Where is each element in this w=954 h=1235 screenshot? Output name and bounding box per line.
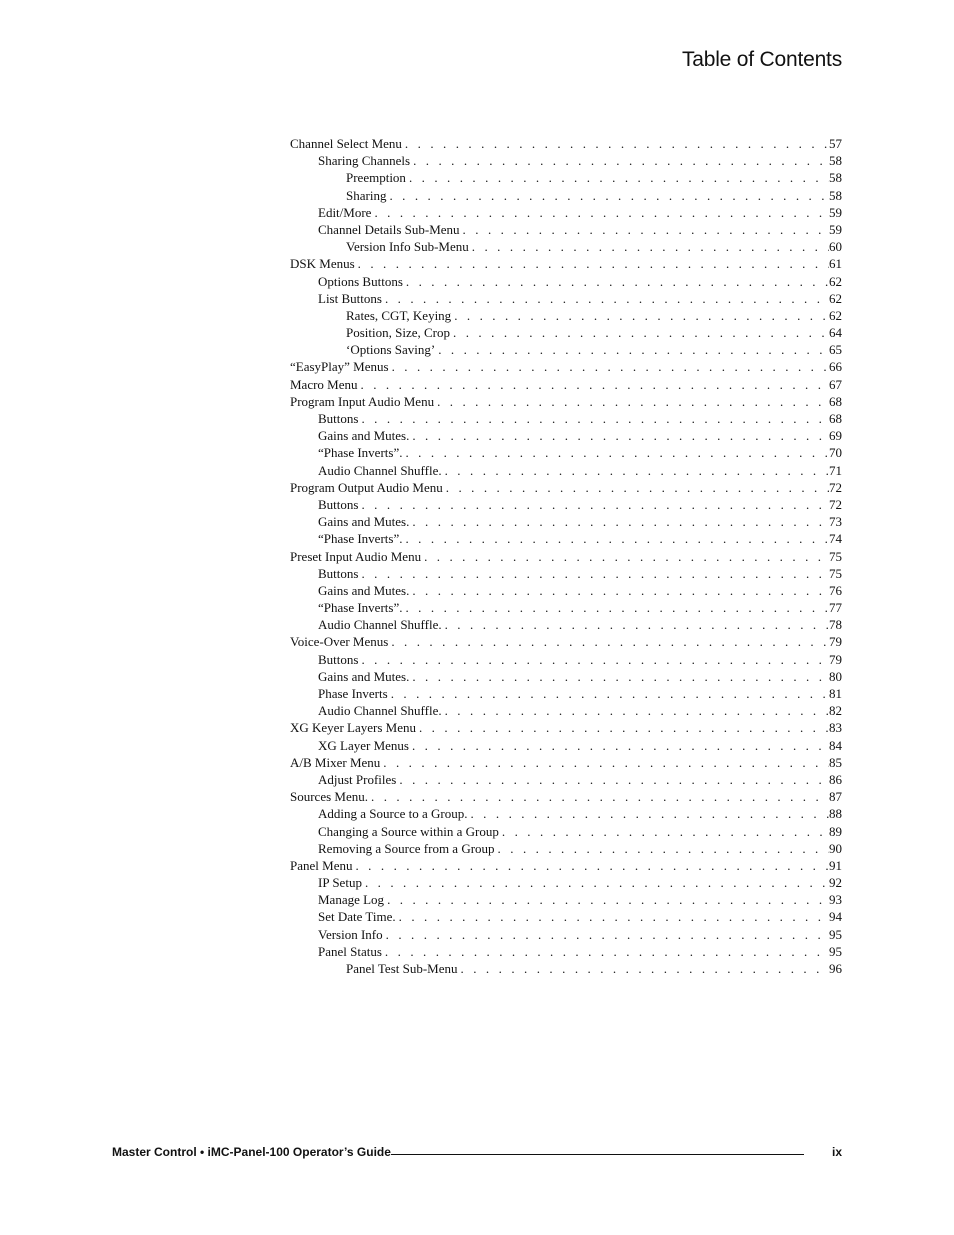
toc-entry[interactable]: [290, 823, 842, 840]
toc-entry-title: Gains and Mutes.: [318, 514, 410, 530]
toc-entry-page-number: 57: [829, 136, 842, 151]
toc-entry[interactable]: [290, 685, 842, 702]
toc-entry-page-number: 75: [829, 548, 842, 564]
toc-dot-leader: [409, 737, 829, 754]
toc-dot-leader: [384, 891, 829, 908]
toc-entry-title: Adjust Profiles: [318, 771, 397, 787]
toc-entry-page-number: 58: [829, 187, 842, 203]
toc-entry-page-number: 79: [829, 634, 842, 650]
toc-entry-page-number: 62: [829, 273, 842, 289]
toc-entry-page-number: 66: [829, 359, 842, 375]
toc-dot-leader: [434, 393, 829, 410]
toc-entry-page-number: 83: [829, 720, 842, 736]
toc-dot-leader: [402, 444, 829, 461]
toc-entry-page-number: 95: [829, 943, 842, 959]
toc-entry-title: Manage Log: [318, 892, 385, 908]
toc-dot-leader: [409, 582, 829, 599]
toc-entry[interactable]: [290, 548, 842, 565]
toc-dot-leader: [421, 548, 829, 565]
toc-dot-leader: [380, 754, 829, 771]
toc-dot-leader: [403, 273, 829, 290]
toc-entry-page-number: 62: [829, 290, 842, 306]
toc-entry-page-number: 92: [829, 875, 842, 891]
toc-entry-title: Gains and Mutes.: [318, 582, 410, 598]
toc-entry-title: Buttons: [318, 411, 359, 426]
toc-entry-page-number: 68: [829, 411, 842, 426]
toc-entry-page-number: 91: [829, 857, 842, 873]
toc-entry-title: List Buttons: [318, 290, 382, 306]
toc-entry-title: Gains and Mutes.: [318, 428, 410, 444]
toc-entry-title: Version Info: [318, 926, 383, 942]
toc-entry-page-number: 76: [829, 582, 842, 598]
toc-entry[interactable]: [290, 341, 842, 358]
toc-dot-leader: [451, 307, 829, 324]
toc-entry-title: Program Input Audio Menu: [290, 393, 435, 409]
toc-entry[interactable]: [290, 668, 842, 685]
toc-dot-leader: [388, 633, 829, 650]
toc-entry-title: Audio Channel Shuffle.: [318, 617, 442, 633]
toc-entry-title: Panel Menu: [290, 857, 353, 873]
toc-dot-leader: [371, 204, 829, 221]
toc-entry-title: Buttons: [318, 651, 359, 667]
toc-entry[interactable]: [290, 908, 842, 925]
toc-entry[interactable]: [290, 410, 842, 427]
toc-entry-title: Channel Select Menu: [290, 136, 402, 151]
toc-entry-title: Removing a Source from a Group: [318, 840, 495, 856]
toc-entry[interactable]: [290, 754, 842, 771]
toc-entry[interactable]: [290, 771, 842, 788]
toc-entry-title: Panel Status: [318, 943, 382, 959]
toc-entry[interactable]: [290, 857, 842, 874]
toc-entry-page-number: 71: [829, 462, 842, 478]
toc-entry[interactable]: [290, 169, 842, 186]
toc-dot-leader: [495, 840, 829, 857]
toc-dot-leader: [382, 943, 829, 960]
toc-entry-title: Audio Channel Shuffle.: [318, 462, 442, 478]
toc-entry-page-number: 58: [829, 153, 842, 169]
toc-entry-title: IP Setup: [318, 875, 362, 891]
toc-entry-title: Sharing Channels: [318, 153, 411, 169]
toc-entry-title: Panel Test Sub-Menu: [346, 961, 458, 976]
toc-entry[interactable]: [290, 599, 842, 616]
toc-entry-page-number: 77: [829, 600, 842, 616]
toc-dot-leader: [358, 565, 829, 582]
toc-dot-leader: [382, 290, 829, 307]
toc-entry[interactable]: [290, 565, 842, 582]
toc-entry-page-number: 70: [829, 445, 842, 461]
footer-page-number: ix: [831, 1145, 842, 1159]
toc-entry[interactable]: [290, 513, 842, 530]
toc-entry-title: Adding a Source to a Group.: [318, 806, 468, 822]
toc-entry-title: Gains and Mutes.: [318, 668, 410, 684]
toc-entry[interactable]: [290, 530, 842, 547]
toc-dot-leader: [383, 926, 829, 943]
toc-entry-title: XG Keyer Layers Menu: [290, 720, 416, 736]
toc-entry-title: “EasyPlay” Menus: [290, 359, 389, 375]
toc-entry[interactable]: [290, 891, 842, 908]
toc-entry-title: Set Date Time.: [318, 909, 396, 925]
toc-entry[interactable]: [290, 427, 842, 444]
toc-entry[interactable]: [290, 805, 842, 822]
toc-entry[interactable]: [290, 255, 842, 272]
toc-entry-title: Preset Input Audio Menu: [290, 548, 422, 564]
footer-rule: [391, 1153, 804, 1155]
toc-dot-leader: [402, 530, 829, 547]
toc-entry-page-number: 72: [829, 496, 842, 512]
toc-entry[interactable]: [290, 376, 842, 393]
toc-dot-leader: [458, 960, 829, 977]
toc-entry[interactable]: [290, 152, 842, 169]
toc-entry-page-number: 78: [829, 617, 842, 633]
toc-entry[interactable]: [290, 358, 842, 375]
toc-entry-title: Edit/More: [318, 204, 372, 220]
toc-entry[interactable]: [290, 582, 842, 599]
toc-entry-page-number: 74: [829, 531, 842, 547]
toc-entry[interactable]: [290, 943, 842, 960]
toc-entry-title: Preemption: [346, 170, 406, 186]
toc-entry-title: “Phase Inverts”.: [318, 531, 403, 547]
toc-entry-page-number: 60: [829, 239, 842, 255]
toc-dot-leader: [368, 788, 829, 805]
toc-entry-page-number: 89: [829, 823, 842, 839]
toc-dot-leader: [469, 238, 829, 255]
toc-entry[interactable]: [290, 633, 842, 650]
toc-dot-leader: [355, 255, 829, 272]
page-title: Table of Contents: [681, 48, 842, 71]
toc-dot-leader: [358, 376, 829, 393]
toc-dot-leader: [352, 857, 829, 874]
toc-dot-leader: [402, 599, 829, 616]
toc-dot-leader: [499, 823, 829, 840]
toc-dot-leader: [409, 513, 829, 530]
toc-dot-leader: [467, 805, 829, 822]
toc-entry-title: XG Layer Menus: [318, 737, 409, 753]
toc-entry-page-number: 96: [829, 961, 842, 976]
toc-entry[interactable]: [290, 926, 842, 943]
toc-dot-leader: [450, 324, 829, 341]
toc-entry[interactable]: [290, 960, 842, 977]
toc-entry[interactable]: [290, 651, 842, 668]
toc-dot-leader: [443, 479, 829, 496]
toc-entry-title: DSK Menus: [290, 256, 355, 272]
toc-entry-title: Macro Menu: [290, 376, 358, 392]
toc-entry[interactable]: [290, 135, 842, 152]
toc-entry-page-number: 93: [829, 892, 842, 908]
toc-dot-leader: [442, 462, 829, 479]
toc-entry-title: A/B Mixer Menu: [290, 754, 381, 770]
page-footer: [112, 1145, 842, 1159]
toc-entry-page-number: 79: [829, 651, 842, 667]
toc-dot-leader: [460, 221, 829, 238]
toc-entry-page-number: 80: [829, 668, 842, 684]
toc-dot-leader: [396, 771, 829, 788]
toc-entry-title: Channel Details Sub-Menu: [318, 221, 460, 237]
toc-entry[interactable]: [290, 616, 842, 633]
toc-entry[interactable]: [290, 290, 842, 307]
toc-entry-title: Rates, CGT, Keying: [346, 307, 452, 323]
toc-entry-title: Options Buttons: [318, 273, 403, 289]
table-of-contents: [290, 135, 842, 977]
toc-entry-page-number: 75: [829, 565, 842, 581]
toc-dot-leader: [358, 410, 829, 427]
toc-entry[interactable]: [290, 496, 842, 513]
toc-dot-leader: [362, 874, 829, 891]
toc-entry-page-number: 67: [829, 376, 842, 392]
toc-entry[interactable]: [290, 238, 842, 255]
toc-entry[interactable]: [290, 788, 842, 805]
toc-entry-title: Audio Channel Shuffle.: [318, 703, 442, 719]
toc-dot-leader: [409, 427, 829, 444]
toc-entry-page-number: 73: [829, 514, 842, 530]
toc-entry[interactable]: [290, 702, 842, 719]
toc-entry-page-number: 86: [829, 771, 842, 787]
toc-entry-title: Buttons: [318, 565, 359, 581]
toc-entry[interactable]: [290, 444, 842, 461]
toc-entry[interactable]: [290, 307, 842, 324]
toc-dot-leader: [358, 496, 829, 513]
toc-dot-leader: [388, 685, 829, 702]
toc-entry-title: Changing a Source within a Group: [318, 823, 499, 839]
toc-entry[interactable]: [290, 840, 842, 857]
toc-entry-page-number: 95: [829, 926, 842, 942]
toc-entry-page-number: 64: [829, 325, 842, 341]
toc-entry-page-number: 87: [829, 789, 842, 805]
toc-dot-leader: [442, 702, 829, 719]
toc-entry[interactable]: [290, 874, 842, 891]
toc-dot-leader: [389, 358, 829, 375]
toc-dot-leader: [416, 719, 829, 736]
toc-entry-title: Sharing: [346, 187, 387, 203]
toc-entry[interactable]: [290, 479, 842, 496]
toc-entry-title: Program Output Audio Menu: [290, 479, 443, 495]
toc-entry-title: Sources Menu.: [290, 789, 368, 805]
toc-dot-leader: [410, 152, 829, 169]
toc-dot-leader: [406, 169, 829, 186]
toc-entry-title: Version Info Sub-Menu: [346, 239, 469, 255]
toc-entry-page-number: 65: [829, 342, 842, 358]
toc-entry-page-number: 69: [829, 428, 842, 444]
footer-document-title: Master Control • iMC-Panel-100 Operator’s Guide: [112, 1145, 391, 1159]
toc-entry-title: “Phase Inverts”.: [318, 445, 403, 461]
toc-entry[interactable]: [290, 462, 842, 479]
toc-entry-page-number: 61: [829, 256, 842, 272]
toc-entry[interactable]: [290, 204, 842, 221]
toc-dot-leader: [402, 135, 829, 152]
toc-entry-page-number: 59: [829, 204, 842, 220]
toc-entry-title: Voice-Over Menus: [290, 634, 389, 650]
toc-entry[interactable]: [290, 273, 842, 290]
toc-entry-page-number: 58: [829, 170, 842, 186]
toc-entry-title: Phase Inverts: [318, 686, 388, 701]
toc-entry-page-number: 59: [829, 221, 842, 237]
toc-dot-leader: [442, 616, 829, 633]
toc-entry[interactable]: [290, 393, 842, 410]
toc-entry-page-number: 88: [829, 806, 842, 822]
toc-entry[interactable]: [290, 324, 842, 341]
toc-entry-page-number: 81: [829, 686, 842, 701]
toc-dot-leader: [358, 651, 829, 668]
toc-dot-leader: [435, 341, 829, 358]
toc-dot-leader: [396, 908, 829, 925]
toc-entry-title: Position, Size, Crop: [346, 325, 451, 341]
toc-entry-title: ‘Options Saving’: [346, 342, 436, 358]
toc-entry-page-number: 62: [829, 307, 842, 323]
toc-entry-page-number: 85: [829, 754, 842, 770]
toc-entry-page-number: 90: [829, 840, 842, 856]
toc-entry-page-number: 84: [829, 737, 842, 753]
toc-entry-page-number: 68: [829, 393, 842, 409]
toc-entry-title: Buttons: [318, 496, 359, 512]
toc-entry[interactable]: [290, 737, 842, 754]
toc-dot-leader: [409, 668, 829, 685]
toc-entry-page-number: 72: [829, 479, 842, 495]
toc-entry-title: “Phase Inverts”.: [318, 600, 403, 616]
toc-dot-leader: [386, 187, 829, 204]
toc-entry[interactable]: [290, 719, 842, 736]
toc-entry-page-number: 82: [829, 703, 842, 719]
toc-entry[interactable]: [290, 221, 842, 238]
toc-entry[interactable]: [290, 187, 842, 204]
toc-entry-page-number: 94: [829, 909, 842, 925]
